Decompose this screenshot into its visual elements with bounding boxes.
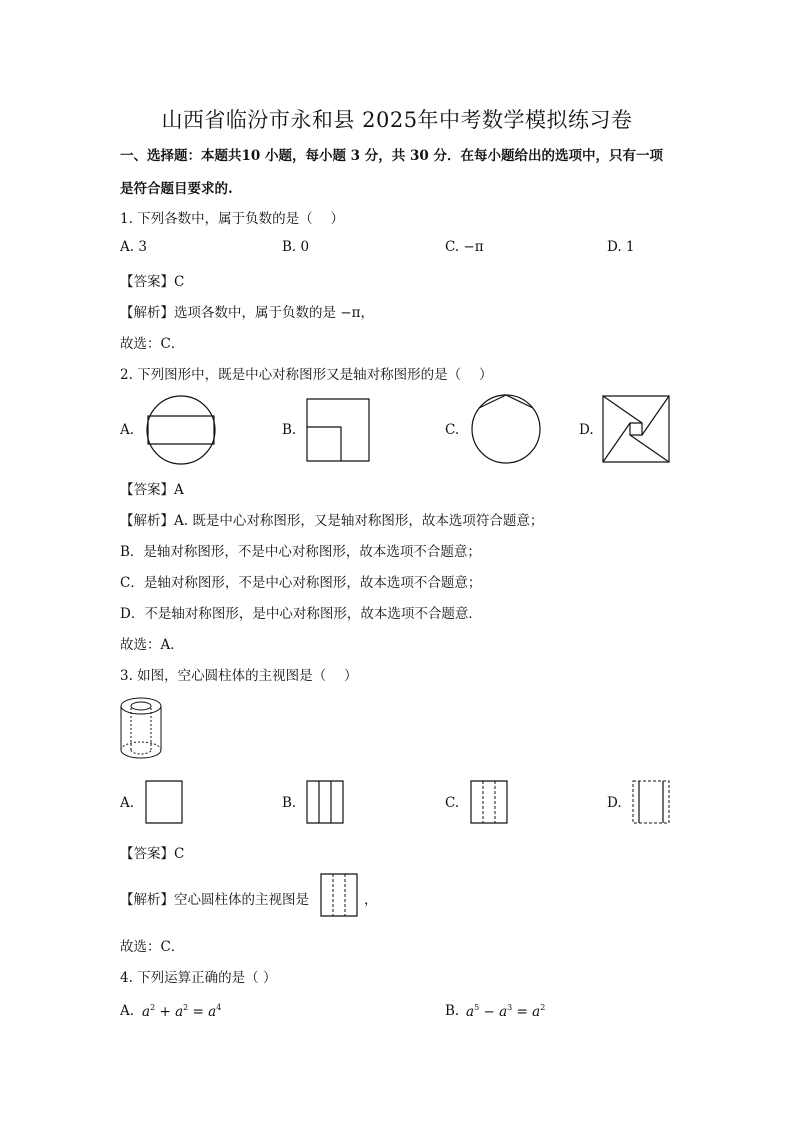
q3-option-a-label: A.	[120, 795, 135, 811]
q2-conclusion: 故选：A．	[120, 637, 184, 653]
q3-option-c-label: C.	[445, 795, 460, 811]
q2-figure-a	[145, 394, 217, 466]
q2-figure-d	[602, 395, 670, 463]
q3-figure-d	[632, 780, 670, 824]
q2-answer: 【答案】A	[120, 482, 184, 498]
q1-option-c: C. −π	[445, 239, 484, 255]
q1-option-a: A. 3	[120, 239, 147, 255]
q2-option-b-label: B.	[282, 422, 297, 438]
q3-analysis-figure	[320, 873, 358, 917]
q1-analysis: 【解析】选项各数中，属于负数的是 −π，	[120, 305, 374, 321]
q3-figure-b	[306, 780, 344, 824]
section-instructions-line2: 是符合题目要求的.	[120, 181, 233, 197]
q3-option-b-label: B.	[282, 795, 297, 811]
q2-analysis-line3: C．是轴对称图形，不是中心对称图形，故本选项不合题意；	[120, 575, 482, 591]
q2-analysis-line4: D．不是轴对称图形，是中心对称图形，故本选项不合题意．	[120, 606, 482, 622]
q2-option-d-label: D.	[579, 422, 594, 438]
q4-option-b-label: B.	[445, 1003, 460, 1019]
q3-figure-a	[145, 780, 183, 824]
q2-figure-b	[306, 398, 370, 462]
q4-option-a-label: A.	[120, 1003, 135, 1019]
q4-option-b-formula: $a^5 - a^3 = a^2$	[466, 1003, 546, 1020]
q3-answer: 【答案】C	[120, 846, 185, 862]
q4-option-a-formula: $a^2 + a^2 = a^4$	[142, 1003, 222, 1020]
q3-stem: 3. 如图，空心圆柱体的主视图是（ ）	[120, 668, 358, 684]
q4-stem: 4. 下列运算正确的是（ ）	[120, 970, 277, 986]
hollow-cylinder-figure	[118, 696, 164, 760]
q3-figure-c	[470, 780, 508, 824]
q3-analysis-comma: ，	[364, 892, 378, 908]
q2-option-a-label: A.	[120, 422, 135, 438]
q3-analysis-text: 【解析】空心圆柱体的主视图是	[120, 892, 309, 908]
q1-stem: 1. 下列各数中，属于负数的是（ ）	[120, 211, 344, 227]
q1-conclusion: 故选：C．	[120, 336, 185, 352]
q3-option-d-label: D.	[607, 795, 622, 811]
section-instructions-line1: 一、选择题：本题共10 小题，每小题 3 分，共 30 分．在每小题给出的选项中，只有一项	[120, 148, 663, 164]
q2-analysis-line1: 【解析】A. 既是中心对称图形，又是轴对称图形，故本选项符合题意；	[120, 513, 544, 529]
q2-analysis-line2: B．是轴对称图形，不是中心对称图形，故本选项不合题意；	[120, 544, 481, 560]
q2-stem: 2. 下列图形中，既是中心对称图形又是轴对称图形的是（ ）	[120, 367, 493, 383]
q1-option-b: B. 0	[282, 239, 310, 255]
q2-figure-c	[470, 393, 542, 465]
q2-option-c-label: C.	[445, 422, 460, 438]
q1-answer: 【答案】C	[120, 274, 185, 290]
q3-conclusion: 故选：C．	[120, 939, 185, 955]
q1-option-d: D. 1	[607, 239, 635, 255]
page-title: 山西省临汾市永和县 2025年中考数学模拟练习卷	[161, 108, 633, 132]
